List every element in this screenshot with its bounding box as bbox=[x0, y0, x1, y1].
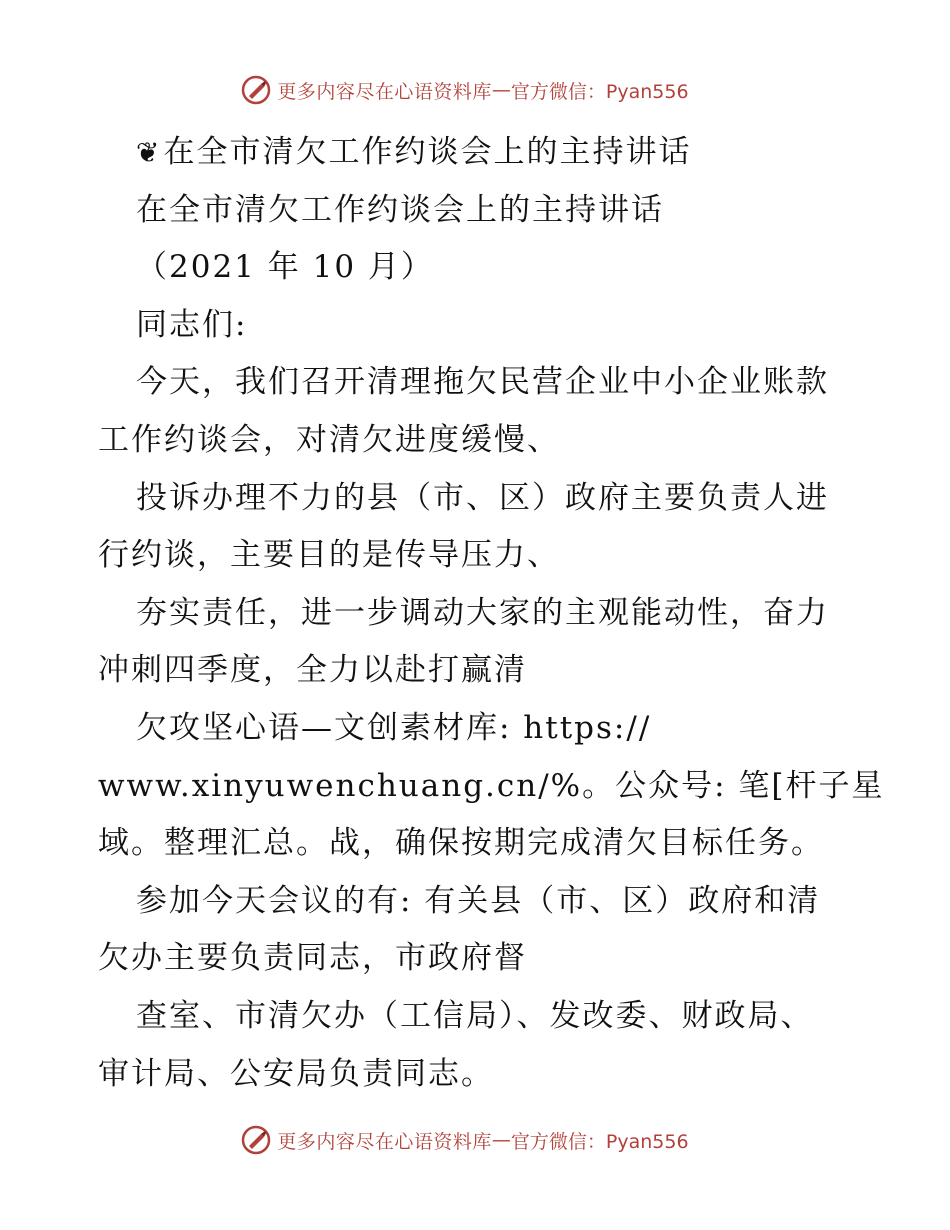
line-text: 工作约谈会，对清欠进度缓慢、 bbox=[98, 421, 560, 458]
line-text: 今天，我们召开清理拖欠民营企业中小企业账款 bbox=[136, 364, 829, 401]
banner-text: 更多内容尽在心语资料库 bbox=[277, 1130, 492, 1153]
line-text: 投诉办理不力的县（市、区）政府主要负责人进 bbox=[136, 479, 829, 516]
text-line bbox=[98, 585, 858, 643]
text-line bbox=[98, 354, 858, 412]
document-body bbox=[98, 124, 885, 1103]
line-text: 同志们: bbox=[136, 306, 248, 343]
line-text: 在全市清欠工作约谈会上的主持讲话 bbox=[136, 191, 664, 228]
header-banner bbox=[0, 70, 950, 110]
line-text: 在全市清欠工作约谈会上的主持讲话 bbox=[163, 134, 692, 170]
line-text: 夯实责任，进一步调动大家的主观能动性，奋力 bbox=[136, 594, 829, 631]
text-line bbox=[98, 873, 858, 931]
line-text: www.xinyuwenchuang.cn/%。公众号: 笔[杆子星 bbox=[98, 767, 885, 804]
footer-banner bbox=[0, 1120, 950, 1160]
leaf-icon: ❦ bbox=[136, 136, 162, 169]
banner-separator: — bbox=[491, 1129, 511, 1151]
line-text: 参加今天会议的有: 有关县（市、区）政府和清 bbox=[136, 882, 821, 919]
text-line bbox=[98, 988, 858, 1046]
text-line bbox=[98, 1046, 858, 1104]
banner-text: 更多内容尽在心语资料库 bbox=[277, 80, 492, 103]
banner-contact: 官方微信：Pyan556 bbox=[510, 80, 689, 103]
text-line bbox=[98, 182, 858, 240]
text-line bbox=[98, 239, 858, 297]
text-line bbox=[98, 412, 858, 470]
text-line bbox=[98, 758, 885, 816]
line-text: 欠攻坚心语—文创素材库: https:// bbox=[136, 709, 652, 746]
line-text: （2021 年 10 月） bbox=[136, 249, 434, 286]
line-text: 冲刺四季度，全力以赴打赢清 bbox=[98, 652, 527, 689]
brand-logo-icon bbox=[241, 75, 271, 105]
line-text: 审计局、公安局负责同志。 bbox=[98, 1055, 494, 1092]
banner-contact: 官方微信：Pyan556 bbox=[510, 1130, 689, 1153]
line-text: 查室、市清欠办（工信局）、发改委、财政局、 bbox=[136, 997, 814, 1034]
brand-logo-icon bbox=[241, 1125, 271, 1155]
document-title bbox=[98, 124, 858, 182]
text-line bbox=[98, 930, 858, 988]
banner-separator: — bbox=[491, 79, 511, 101]
text-line bbox=[98, 470, 858, 528]
text-line bbox=[98, 642, 858, 700]
text-line bbox=[98, 527, 858, 585]
line-text: 域。整理汇总。战，确保按期完成清欠目标任务。 bbox=[98, 825, 824, 862]
text-line bbox=[98, 297, 858, 355]
text-line bbox=[98, 815, 858, 873]
line-text: 欠办主要负责同志，市政府督 bbox=[98, 940, 527, 977]
text-line bbox=[98, 700, 858, 758]
line-text: 行约谈，主要目的是传导压力、 bbox=[98, 537, 560, 574]
